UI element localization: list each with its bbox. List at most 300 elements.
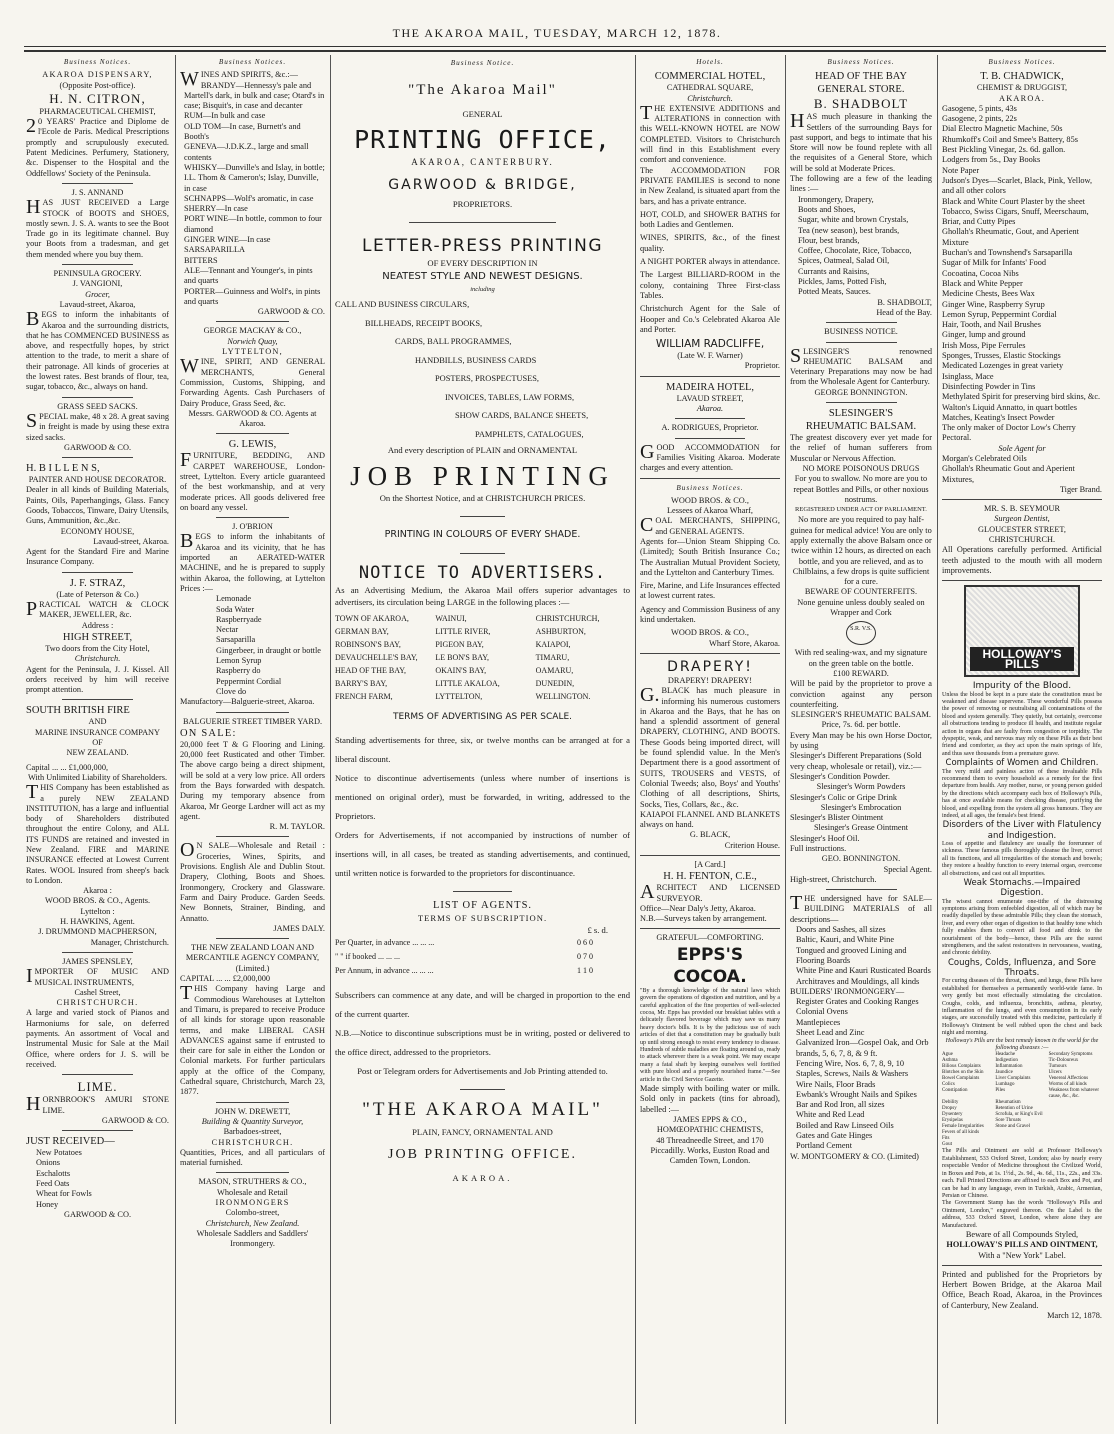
neatest-style: NEATEST STYLE AND NEWEST DESIGNS. [382, 271, 583, 282]
column-2 [180, 57, 325, 1429]
ad-name: J. VANGIONI, [72, 279, 123, 289]
column-heading: Business Notice. [450, 59, 515, 67]
list-item: Bar and Rod Iron, all sizes [796, 1100, 885, 1110]
ad-subtitle: BUILDERS' IRONMONGERY— [790, 986, 905, 996]
ad-registered: REGISTERED UNDER ACT OF PARLIAMENT. [795, 506, 927, 514]
paragraph: Standing advertisements for three, six, or twelve months can be arranged at for a liberal discount. [335, 735, 630, 764]
list-item: SARSAPARILLA [184, 245, 246, 255]
list-item: Black and White Court Plaster by the sheet [942, 196, 1085, 206]
ad-name: MASON, STRUTHERS & CO., [198, 1177, 307, 1187]
every-description: And every description of PLAIN and ORNAMENTAL [387, 445, 578, 455]
list-item: Boiled and Raw Linseed Oils [796, 1120, 894, 1130]
ad-annand [26, 188, 169, 260]
disease: Jaundice [995, 1070, 1013, 1076]
ad-mason-struthers [180, 1177, 325, 1249]
ad-billens [26, 462, 169, 568]
list-item: GENEVA—J.D.K.Z., large and small contents [184, 142, 309, 162]
disease: Secondary Symptoms [1048, 1052, 1093, 1058]
ad-body: HORNBROOK'S AMURI STONE LIME. [26, 1093, 169, 1116]
place-cell: LE BON'S BAY, [435, 653, 490, 662]
list-item: Sponges, Trusses, Elastic Stockings [942, 351, 1061, 361]
list-item: Ginger, lump and ground [942, 330, 1026, 340]
ad-paragraph: Full instructions. [790, 844, 847, 853]
list-item: Slesinger's Blister Ointment [790, 813, 884, 823]
place-cell: CHRISTCHURCH, [535, 614, 600, 623]
ad-body: Quantities, Prices, and all particulars of material furnished. [180, 1147, 325, 1168]
list-item: Slesinger's Embrocation [820, 802, 902, 812]
list-item: Ironmongery, Drapery, [798, 194, 874, 204]
column-6 [942, 57, 1102, 1429]
ad-body: GOOD ACCOMMODATION for Families Visiting Akaroa. Moderate charges and every attention. [640, 440, 780, 473]
notice-advertisers-title: NOTICE TO ADVERTISERS. [358, 563, 607, 583]
ad-headline: BEWARE OF COUNTERFEITS. [804, 587, 918, 597]
list-item: PAMPHLETS, CATALOGUES, [475, 429, 584, 439]
ad-title: WINES AND SPIRITS, &c.:— [180, 68, 298, 91]
ad-paragraph: Agency and Commission Business of any kind undertaken. [640, 604, 780, 625]
imprint: Printed and published for the Proprietors by Herbert Bowen Bridge, at the Akaroa Mail Office, Beach Road, Akaroa, in the Provinces of Canterbury, New Zealand. [942, 1269, 1102, 1310]
ad-paragraph: KAIAPOI FLANNEL AND BLANKETS always on hand. [640, 809, 780, 830]
column-heading: Business Notices. [218, 58, 287, 66]
ad-role: Building & Quantity Surveyor, [201, 1116, 304, 1126]
ad-signature: R. M. TAYLOR. [269, 822, 325, 832]
list-item: Doors and Sashes, all sizes [796, 925, 886, 935]
ad-city: Christchurch. [687, 93, 733, 103]
list-item: Fencing Wire, Nos. 6, 7, 8, 9, 10 [796, 1058, 905, 1068]
place-cell: OAMARU, [535, 666, 574, 675]
list-item: Medicated Lozenges in great variety [942, 361, 1064, 371]
ad-title: MADEIRA HOTEL, [665, 381, 755, 393]
disease: Erysipelas [942, 1118, 963, 1124]
ad-title: DRAPERY! [667, 658, 753, 675]
ad-paragraph: Fire, Marine, and Life Insurances effected at lowest current rates. [640, 581, 780, 601]
ad-body: The Pills and Ointment are sold at Professor Holloway's Establishment, 533 Oxford Street, London; also by nearly every respectable Vendor of Medicine throughout the Civilized World, in Boxes and Pots, at 1s. 1½d., 2s. 9d., 4s. 6d., 11s., 22s., and 33s. each. Full Printed Directions are affixed to each Box and Pot, and can be had in any language, even in Turkish, Arabic, Armenian, Persian or Chinese. [942, 1148, 1102, 1199]
list-item: Register Grates and Cooking Ranges [796, 997, 919, 1007]
ad-obrion [180, 522, 325, 707]
disease: Female Irregularities [942, 1124, 984, 1130]
disease: Rheumatism [995, 1100, 1021, 1106]
list-item: Tobacco, Swiss Cigars, Snuff, Meerschaum, Briar, and Cutty Pipes [942, 206, 1089, 227]
ad-title: MARINE INSURANCE COMPANY [34, 727, 161, 737]
ad-heading: Holloway's Pills are the best remedy known in the world for the following diseases :— [945, 1037, 1099, 1052]
place-cell: ASHBURTON, [535, 627, 586, 636]
ad-capital: Capital ... ... £1,000,000, [26, 762, 109, 772]
ad-building-materials [790, 894, 932, 1162]
list-item: BITTERS [184, 255, 218, 265]
ad-paragraph: Every Man may be his own Horse Doctor, by using [790, 730, 932, 751]
paragraph: Notice to discontinue advertisements (unless where number of insertions is mentioned on original order), must be forwarded, in writing, addressed to the Proprietors. [335, 773, 630, 821]
ad-heading: Weak Stomachs.—Impaired Digestion. [963, 877, 1081, 899]
list-item: Colonial Ovens [796, 1007, 848, 1017]
lsd-header: £ s. d. [587, 925, 608, 935]
ad-signature: GEORGE BONNINGTON. [814, 387, 908, 397]
list-item: Currants and Raisins, [798, 266, 870, 276]
list-item: Slesinger's Colic or Gripe Drink [790, 792, 898, 802]
ad-city: CHRISTCHURCH. [56, 998, 139, 1008]
mail-footer-title: "THE AKAROA MAIL" [362, 1099, 603, 1120]
ad-spensley [26, 957, 169, 1070]
place-cell: LYTTELTON, [435, 692, 483, 701]
ad-akaroa-dispensary [26, 70, 169, 179]
disease: Headache [995, 1052, 1016, 1058]
place-cell: GERMAN BAY, [335, 627, 389, 636]
list-item: Peppermint Cordial [216, 676, 282, 686]
colours-title: PRINTING IN COLOURS OF EVERY SHADE. [384, 529, 581, 540]
ad-body: ON SALE—Wholesale and Retail : Groceries, Wines, Spirits, and Provisions. English Ale and Dublin Stout. Drapery, Clothing, Boots and Shoes. Ironmongery, Crockery and Glassware. Farm and Dairy Produce. Garden Seeds. New Bonnets, Strainer, Binding, and Annatto. [180, 839, 325, 923]
holloway-crest-icon [964, 585, 1080, 677]
ad-city: Christchurch, New Zealand. [205, 1218, 300, 1228]
ad-title: COMMERCIAL HOTEL, [654, 71, 766, 83]
column-4 [640, 57, 780, 1429]
ad-paragraph: The Largest BILLIARD-ROOM in the colony, containing Three First-class Tables. [640, 270, 780, 300]
diseases-table [942, 1052, 1102, 1148]
ad-name: JAMES SPENSLEY, [62, 956, 133, 966]
sub-price: 0 6 0 [577, 938, 593, 947]
column-divider [937, 55, 938, 1424]
disease: Liver Complaints [995, 1076, 1031, 1082]
list-item: Lodgers from 5s., Day Books [942, 155, 1041, 165]
ad-body: Unless the blood be kept in a pure state the constitution must be weakened and disease supervene. These wonderful Pills possess the power of removing or neutralising all contaminations of the blood and system generally. They quietly, but certainly, overcome all obstructions tending to produce ill health, and institute regular action in organs that are faulty from congestion or torpidity. The dyspeptic, weak, and nervous may rely on these Pills as their best friend and comforter, as they act upon the main springs of life, and thus save thousands from a premature grave. [942, 691, 1102, 757]
disease: Dropsy [942, 1106, 957, 1112]
ad-body: Dealer in all kinds of Building Materials, Paints, Oils, Paperhangings, Glass. Fancy Goods, Tobaccos, Tinware, Dairy Utensils, Guns, Ammunition, &c.,&c. [26, 485, 169, 526]
list-item: RUM—In bulk and case [184, 111, 266, 121]
list-item: Raspberry do [216, 666, 261, 676]
list-item: Lemon Syrup, Peppermint Cordial [942, 309, 1057, 319]
ad-paragraph: For you to swallow. No more are you to repeat Bottles and Pills, or other noxious nostrums. [793, 474, 929, 504]
ad-body: FURNITURE, BEDDING, AND CARPET WAREHOUSE, London-street, Lyttelton. Every article guaranteed of the best workmanship, and at very moderate prices. All goods delivered free on board any vessel. [180, 449, 325, 512]
disease: Dysentery [942, 1112, 963, 1118]
ad-agent: J. DRUMMOND MACPHERSON, [38, 927, 157, 937]
ad-subtitle: DRAPERY! DRAPERY! [667, 675, 753, 685]
ad-fenton [640, 870, 780, 924]
column-1 [26, 57, 169, 1429]
list-item: Portland Cement [796, 1141, 852, 1151]
ad-commercial-hotel [640, 70, 780, 371]
ad-subtitle: Sole Agent for [998, 443, 1046, 453]
place-cell: DUNEDIN, [535, 679, 575, 688]
ad-title: HEAD OF THE BAY GENERAL STORE. [815, 71, 907, 96]
ad-address: High-street, Christchurch. [790, 874, 877, 884]
letterpress-title: LETTER-PRESS PRINTING [361, 236, 604, 256]
list-item: HANDBILLS, BUSINESS CARDS [415, 355, 537, 365]
list-item: INVOICES, TABLES, LAW FORMS, [445, 392, 575, 402]
ad-paragraph: A NIGHT PORTER always in attendance. [640, 257, 780, 267]
list-item: CALL AND BUSINESS CIRCULARS, [335, 300, 470, 309]
ad-body: 20,000 feet T & G Flooring and Lining. 20,000 feet Rusticated and other Timber. The above cargo being a direct shipment, will be sold at a very low price. All orders from the Bays forwarded with despatch. During my temporary absence from Akaroa, Mr George Lardner will act as my agent. [180, 739, 325, 821]
ad-role: PHARMACEUTICAL CHEMIST, [39, 106, 156, 116]
list-item: Sugar of Milk for Infants' Food [942, 258, 1047, 268]
disease: Lumbago [995, 1082, 1015, 1088]
ad-body: THE undersigned have for SALE—BUILDING MATERIALS of all descriptions— [790, 892, 932, 924]
column-divider [330, 55, 331, 1424]
ad-price: SLESINGER'S RHEUMATIC BALSAM. Price, 7s. 6d. per bottle. [790, 710, 932, 730]
header-rule-thick [24, 50, 1106, 52]
ad-paragraph: Christchurch Agent for the Sale of Hooper and Co.'s Celebrated Akaroa Ale and Porter. [640, 304, 780, 334]
advertising-paragraph: As an Advertising Medium, the Akaroa Mail offers superior advantages to advertisers, its circulation being LARGE in the following places :— [335, 585, 630, 607]
job-printing-title: JOB PRINTING [350, 461, 615, 491]
ad-paragraph: Agents for—Union Steam Shipping Co. (Limited); South British Insurance Co.; The Australian Mutual Provident Society, and the Lyttelton and Canterbury Times. [640, 536, 780, 577]
ad-body: G.BLACK has much pleasure in informing his numerous customers in Akaroa and the Bays, that he has on hand a splendid assortment of general DRAPERY, CLOTHING, AND BOOTS. These Goods being imported direct, will be found splendid value. In the Men's Department there is a good assortment of SUITS, TROUSERS and VESTS, of Colonial Tweeds; also, Boys' and Youths' Clothing of all descriptions, Shirts, Socks, Ties, Collars, &c., &c. [640, 684, 780, 809]
disease: Venereal Affections [1048, 1076, 1089, 1082]
ad-role: Surgeon Dentist, [994, 514, 1050, 524]
ad-title: JUST RECEIVED— [26, 1136, 115, 1148]
ad-paragraph: WINES, SPIRITS, &c., of the finest quality. [640, 233, 780, 253]
disease: Gout [942, 1142, 952, 1148]
list-item: Best Pickling Vinegar, 2s. 6d. gallon. [942, 145, 1066, 155]
ad-trade: IRONMONGERS [215, 1197, 290, 1207]
list-item: Sugar, white and brown Crystals, [798, 215, 909, 225]
ad-title: BALGUERIE STREET TIMBER YARD. [182, 716, 323, 726]
list-item: Lemonade [216, 594, 252, 604]
paragraph: Orders for Advertisements, if not accompanied by instructions of number of insertions will, in all cases, be treated as standing advertisements, and continued, until written notice is forwarded to the proprietors for discontinuance. [335, 830, 630, 878]
list-item: SHOW CARDS, BALANCE SHEETS, [455, 411, 589, 420]
ad-role: Wholesale and Retail [217, 1187, 288, 1197]
list-item: Nectar [216, 625, 239, 635]
list-item: Architraves and Mouldings, all kinds [796, 976, 920, 986]
ad-role: PAINTER AND HOUSE DECORATOR. [28, 475, 167, 485]
list-item: Wheat for Fowls [36, 1189, 92, 1199]
list-item: Staples, Screws, Nails & Washers [796, 1069, 909, 1079]
list-item: White and Red Lead [796, 1110, 865, 1120]
ad-address: Christchurch. [74, 654, 121, 664]
ad-madeira-hotel [640, 381, 780, 474]
disease: Colics [942, 1082, 955, 1088]
list-item: PORTER—Guinness and Wolf's, in pints and quarts [184, 286, 321, 306]
ad-signature: JAMES DALY. [273, 923, 325, 933]
ad-house: ECONOMY HOUSE, [60, 526, 135, 536]
ad-chadwick [942, 70, 1102, 495]
sub-price: 1 1 0 [577, 966, 593, 975]
list-item: Rhumkoff's Coil and Smee's Battery, 85s [942, 134, 1078, 144]
proprietors-label: PROPRIETORS. [452, 199, 513, 209]
shortest-notice: On the Shortest Notice, and at CHRISTCHURCH PRICES. [379, 493, 586, 503]
list-item: Gingerbeer, in draught or bottle [216, 645, 321, 655]
disease: Ulcers [1048, 1070, 1062, 1076]
ad-signature: Head of the Bay. [876, 307, 932, 317]
ad-capital: CAPITAL ... ... £2,000,000 [180, 974, 271, 984]
place-cell: DEVAUCHELLE'S BAY, [335, 653, 418, 662]
disease: Inflammation [995, 1064, 1023, 1070]
ad-agent: Manager, Christchurch. [90, 937, 169, 947]
list-item: Wire Nails, Floor Brads [796, 1079, 876, 1089]
ad-sale: ON SALE: [180, 727, 237, 739]
ad-signature: GARWOOD & CO. [63, 1209, 132, 1219]
paragraph: Post or Telegram orders for Advertisements and Job Printing attended to. [357, 1066, 608, 1076]
paragraph: Subscribers can commence at any date, and will be charged in proportion to the end of the current quarter. [335, 990, 630, 1019]
ad-address: GLOUCESTER STREET, [978, 524, 1066, 534]
list-item: Mantlepieces [796, 1017, 841, 1027]
ad-city: LYTTELTON, [222, 347, 283, 357]
ad-signature: WOOD BROS. & CO., [671, 628, 749, 638]
ad-role: CHEMIST & DRUGGIST, [976, 83, 1068, 93]
ad-heading: Impurity of the Blood. [972, 681, 1072, 692]
list-item: Honey [36, 1199, 59, 1209]
ad-body: A large and varied stock of Pianos and Harmoniums for sale, on deferred payments. An assortment of Vocal and Instrumental Music for Sale at the Mail Office, where orders for J. S. will be received. [26, 1008, 169, 1069]
list-item: Matches, Keating's Insect Powder [942, 412, 1055, 422]
list-of-agents: LIST OF AGENTS. [432, 900, 533, 911]
ad-address: Cashel Street, [74, 987, 121, 997]
ad-wines-spirits [180, 70, 325, 317]
place-cell: HEAD OF THE BAY, [335, 666, 406, 675]
ad-seymour [942, 504, 1102, 576]
ad-straz [26, 577, 169, 696]
header-rule [24, 46, 1106, 47]
ad-title: OF [92, 738, 103, 748]
place-cell: FRENCH FARM, [335, 692, 393, 701]
list-item: Pickles, Jams, Potted Fish, [798, 277, 887, 287]
proprietors-name: GARWOOD & BRIDGE, [388, 177, 577, 193]
ad-signature: Wharf Store, Akaroa. [709, 638, 780, 648]
ad-address: LAVAUD STREET, [676, 393, 744, 403]
list-item: Raspberryade [216, 614, 262, 624]
ad-body: BEGS to inform the inhabitants of Akaroa and the surrounding districts, that he has COMMENCED BUSINESS as above, and respectfully hopes, by strict attention to the trade, to merit a share of their patronage. All kinds of groceries at the lowest rates. Best brands of flour, tea, sugar, tobacco, &c., always on hand. [26, 308, 169, 392]
ad-daly [180, 841, 325, 934]
ad-trade: Grocer, [85, 289, 110, 299]
ad-address: CATHEDRAL SQUARE, [666, 83, 754, 93]
list-item: Tea (new season), best brands, [798, 225, 900, 235]
disease: Piles [995, 1088, 1006, 1094]
ad-body: For curing diseases of the throat, chest, and lungs, these Pills have established for themselves a permanently world-wide fame. In very gently but most effectually stimulating the circulation. Coughs, colds, and influenza, bronchitis, asthma, pleurisy, inflammation of the lungs, and even consumption in its early stages, are successfully treated with this medicine, particularly if Holloway's Ointment be well rubbed upon the chest and back night and morning. [942, 978, 1102, 1037]
ad-address: Barbadoes-street, [223, 1127, 282, 1137]
ad-address: Colombo-street, [225, 1208, 280, 1218]
list-item: Ghollah's Rheumatic Gout and Aperient Mixtures, [942, 464, 1075, 484]
list-item: Black and White Pepper [942, 278, 1023, 288]
list-item: Slesinger's Different Preparations (Sold very cheap, wholesale or retail), viz.:— [790, 751, 922, 771]
ad-paragraph: Will be paid by the proprietor to prove a conviction against any person counterfeiting. [790, 679, 932, 709]
ad-agent: WOOD BROS. & CO., Agents. [44, 896, 151, 906]
ad-signature: W. MONTGOMERY & CO. (Limited) [790, 1151, 919, 1161]
column-5 [790, 57, 932, 1429]
ad-body: Loss of appetite and flatulency are usually the forerunner of sickness. These famous pills thoroughly cleanse the liver, correct all its functions, and all irregularities of the stomach and bowels; they restore a healthy function to every internal organ, overcome all obstructions, and cast out all impurities. [942, 840, 1102, 877]
ad-body: 20 YEARS' Practice and Diplome de l'Ecole de Paris. Medical Prescriptions promptly and scrupulously executed. Patent Medicines. Perfumery, Stationery, &c. Dispenser to the Hospital and the Oddfellows' Society of the Peninsula. [26, 115, 169, 178]
ad-body: The Government Stamp has the words "Holloway's Pills and Ointment, London," engraved thereon. On the Label is the address, 533 Oxford Street, London, where alone they are Manufactured. [942, 1200, 1102, 1229]
ad-title: EPPS'S COCOA. [673, 944, 747, 987]
terms-advertising: TERMS OF ADVERTISING AS PER SCALE. [392, 712, 573, 722]
ad-peninsula-grocery [26, 269, 169, 393]
ad-agent: H. HAWKINS, Agent. [60, 917, 135, 927]
disease: Sore Throats [995, 1118, 1021, 1124]
list-item: Sheet Lead and Zinc [796, 1028, 865, 1038]
ad-signature: B. SHADBOLT, [877, 297, 932, 307]
list-item: Gasogene, 5 pints, 43s [942, 103, 1017, 113]
ad-note: N.B.—Surveys taken by arrangement. [640, 914, 767, 924]
ad-name: MR. S. B. SEYMOUR [983, 504, 1061, 514]
column-heading: Hotels. [696, 58, 724, 66]
ad-grass-seed [26, 402, 169, 453]
list-item: Soda Water [216, 604, 255, 614]
column-heading: Business Notices. [827, 58, 895, 66]
ad-agent: Lyttelton : [80, 906, 115, 916]
list-item: Morgan's Celebrated Oils [942, 453, 1027, 463]
ad-body: ARCHITECT AND LICENSED SURVEYOR. [640, 881, 780, 904]
paragraph: N.B.—Notice to discontinue subscriptions must be in writing, posted or delivered to the office direct, addressed to the proprietors. [335, 1028, 630, 1057]
ad-signature: JAMES EPPS & CO., [673, 1114, 747, 1124]
ad-body: HAS much pleasure in thanking the Settlers of the surrounding Bays for past support, and begs to intimate that his Store will now be found replete with all the requisites of a General Store, which will be sold at Moderate Prices. [790, 110, 932, 173]
ad-role: Proprietor. [744, 361, 780, 371]
holloway-logo: HOLLOWAY'S PILLS [970, 647, 1074, 672]
ad-paragraph: HOT, COLD, and SHOWER BATHS for both Ladies and Gentlemen. [640, 209, 780, 230]
ad-beware: Beware of all Compounds Styled, [965, 1229, 1079, 1239]
disease: Indigestion [995, 1058, 1018, 1064]
ad-signature: GARWOOD & CO. [63, 442, 132, 452]
disease: Bilious Complaints [942, 1064, 981, 1070]
list-item: Ghollah's Rheumatic, Gout, and Aperient Mixture [942, 227, 1079, 247]
ad-title: NEW ZEALAND. [66, 748, 129, 758]
printing-office-title: PRINTING OFFICE, [354, 125, 611, 154]
ad-drapery [640, 658, 780, 851]
list-item: CARDS, BALL PROGRAMMES, [395, 337, 512, 346]
column-divider [635, 55, 636, 1424]
list-item: Boots and Shoes, [798, 204, 856, 214]
ad-title: SLESINGER'S [828, 408, 894, 420]
masthead: THE AKAROA MAIL, TUESDAY, MARCH 12, 1878. [392, 26, 722, 40]
ad-address: Norwich Quay, [227, 336, 278, 346]
ad-name: WOOD BROS. & CO., [671, 495, 749, 505]
list-item: OLD TOM—In case, Burnett's and Booth's [184, 121, 301, 142]
imprint-date: March 12, 1878. [1047, 1311, 1102, 1321]
list-item: Note Paper [942, 165, 980, 175]
ad-body: BEGS to inform the inhabitants of Akaroa and its vicinity, that he has imported an AERATED-WATER MACHINE, and he is prepared to supply within Akaroa, the following, at Lyttelton Prices :— [180, 530, 325, 593]
ad-nz-loan [180, 943, 325, 1097]
ad-body: SLESINGER'S renowned RHEUMATIC BALSAM and Veterinary Preparations may now be had from the Wholesale Agent for Canterbury. [790, 344, 932, 387]
list-item: Eschalotts [36, 1168, 71, 1178]
ad-address: 48 Threadneedle Street, and 170 Piccadilly. Works, Euston Road and Camden Town, London. [650, 1135, 770, 1166]
list-item: Buchan's and Townshend's Sarsaparilla [942, 248, 1073, 258]
disease: Bowel Complaints [942, 1076, 980, 1082]
sub-label: Per Quarter, in advance ... ... ... [335, 938, 435, 947]
terms-subscription: TERMS OF SUBSCRIPTION. [417, 913, 548, 923]
list-item: SCHNAPPS—Wolf's aromatic, in case [184, 193, 314, 203]
disease: Tumours [1048, 1064, 1067, 1070]
ad-address: Address : [81, 620, 114, 630]
sub-label: Per Annum, in advance ... ... ... [335, 966, 434, 975]
ad-name: H. B I L L E N S, [26, 463, 100, 475]
ad-body: THIS Company has been established as a purely NEW ZEALAND INSTITUTION, has a large and influential body of Shareholders distributed throughout the entire Colony, and ALL ITS FUNDS are retained and invested in New Zealand. FIRE and MARINE INSURANCE effected at Lowest Current Rates. WOOL Insured from sheep's back to London. [26, 781, 169, 885]
list-item: Isinglass, Mace [942, 371, 994, 381]
ad-mackay [180, 326, 325, 429]
ad-body: SPECIAL make, 48 x 28. A great saving in freight is made by using these extra sized sacks. [26, 409, 169, 442]
ad-reward: £100 REWARD. [833, 668, 889, 678]
disease: Retention of Urine [995, 1106, 1033, 1112]
ad-body: The greatest discovery ever yet made for the relief of human sufferers from Muscular or Nervous Affection. [790, 433, 932, 463]
ad-address: Lavaud-street, Akaroa, [59, 299, 136, 309]
disease: Asthma [942, 1058, 958, 1064]
ad-heading: Complaints of Women and Children. [945, 758, 1099, 769]
place-cell: WELLINGTON. [535, 692, 591, 701]
place-cell: OKAIN'S BAY, [435, 666, 487, 675]
ad-body: HAS JUST RECEIVED a Large STOCK of BOOTS and SHOES, mostly sewn. J. S. A. wants to see the Boot Trade go in its legitimate channel. Buy your Boots from a tradesman, and get them mended where you buy them. [26, 196, 169, 259]
disease: Debility [942, 1100, 959, 1106]
list-item: Feed Oats [36, 1179, 70, 1189]
ad-signature: G. BLACK, [689, 830, 731, 840]
ad-slesinger-balsam [790, 407, 932, 885]
ad-name: G. LEWIS, [228, 439, 277, 451]
ad-heading: Coughs, Colds, Influenza, and Sore Throats. [947, 957, 1096, 979]
list-item: Tiger Brand. [1059, 484, 1102, 494]
ad-body: COAL MERCHANTS, SHIPPING, and GENERAL AGENTS. [640, 514, 780, 537]
list-item: BRANDY—Hennessy's pale and Martell's dark, in bulk and case; Otard's in case; Bisquit's, in case and decanter [184, 80, 325, 111]
akaroa-label: AKAROA. [452, 1173, 513, 1183]
list-item: Slesinger's Condition Powder. [790, 771, 890, 781]
ad-subtitle: AND [88, 717, 107, 727]
ad-beware: HOLLOWAY'S PILLS AND OINTMENT, [946, 1240, 1098, 1250]
ad-name: WILLIAM RADCLIFFE, [655, 338, 765, 351]
ad-title: LIME. [77, 1079, 118, 1095]
place-cell: BARRY'S BAY, [335, 679, 388, 688]
ad-name: GEORGE MACKAY & CO., [203, 326, 302, 336]
list-item: Flour, best brands, [798, 235, 860, 245]
ad-title: SOUTH BRITISH FIRE [26, 705, 130, 717]
section-heading: Business Notices. [676, 483, 744, 492]
